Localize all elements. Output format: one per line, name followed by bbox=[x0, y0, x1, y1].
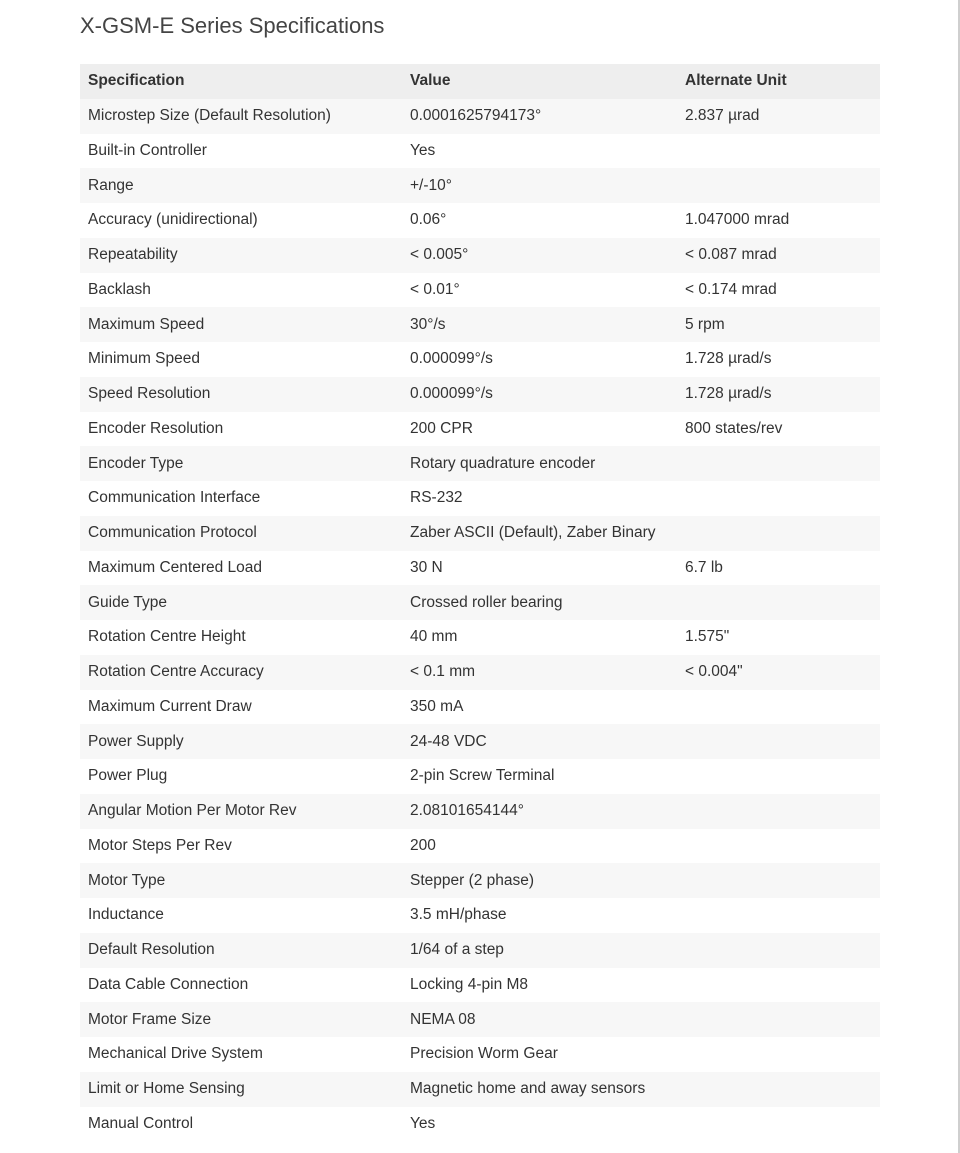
table-row bbox=[80, 968, 880, 1003]
spec-value-cell: NEMA 08 bbox=[402, 1002, 677, 1037]
spec-value-cell: 24-48 VDC bbox=[402, 724, 677, 759]
spec-name-cell: Maximum Speed bbox=[80, 307, 402, 342]
spec-name-cell: Rotation Centre Accuracy bbox=[80, 655, 402, 690]
spec-alternate-unit-cell: 800 states/rev bbox=[677, 412, 880, 447]
table-row bbox=[80, 1037, 880, 1072]
spec-alternate-unit-cell: < 0.174 mrad bbox=[677, 273, 880, 308]
spec-name-cell: Speed Resolution bbox=[80, 377, 402, 412]
table-row bbox=[80, 620, 880, 655]
spec-value-cell: +/-10° bbox=[402, 168, 677, 203]
table-header-row bbox=[80, 64, 880, 99]
spec-value-cell: Yes bbox=[402, 134, 677, 169]
spec-name-cell: Guide Type bbox=[80, 585, 402, 620]
spec-alternate-unit-cell bbox=[677, 794, 880, 829]
spec-alternate-unit-cell bbox=[677, 1072, 880, 1107]
table-row bbox=[80, 238, 880, 273]
spec-value-cell: 200 bbox=[402, 829, 677, 864]
spec-alternate-unit-cell bbox=[677, 863, 880, 898]
spec-alternate-unit-cell: 1.575" bbox=[677, 620, 880, 655]
spec-name-cell: Range bbox=[80, 168, 402, 203]
spec-value-cell: Crossed roller bearing bbox=[402, 585, 677, 620]
specifications-table bbox=[80, 64, 880, 1141]
table-row bbox=[80, 655, 880, 690]
table-row bbox=[80, 724, 880, 759]
table-row bbox=[80, 307, 880, 342]
table-row bbox=[80, 99, 880, 134]
spec-name-cell: Communication Interface bbox=[80, 481, 402, 516]
spec-name-cell: Encoder Type bbox=[80, 446, 402, 481]
spec-alternate-unit-cell bbox=[677, 933, 880, 968]
spec-value-cell: 0.000099°/s bbox=[402, 342, 677, 377]
spec-name-cell: Microstep Size (Default Resolution) bbox=[80, 99, 402, 134]
spec-alternate-unit-cell bbox=[677, 134, 880, 169]
table-row bbox=[80, 446, 880, 481]
spec-value-cell: 2-pin Screw Terminal bbox=[402, 759, 677, 794]
table-row bbox=[80, 794, 880, 829]
table-row bbox=[80, 134, 880, 169]
table-row bbox=[80, 759, 880, 794]
spec-value-cell: 3.5 mH/phase bbox=[402, 898, 677, 933]
spec-alternate-unit-cell bbox=[677, 481, 880, 516]
column-header-value: Value bbox=[402, 64, 677, 99]
table-row bbox=[80, 585, 880, 620]
table-row bbox=[80, 829, 880, 864]
table-row bbox=[80, 203, 880, 238]
spec-name-cell: Default Resolution bbox=[80, 933, 402, 968]
spec-name-cell: Motor Type bbox=[80, 863, 402, 898]
spec-value-cell: < 0.1 mm bbox=[402, 655, 677, 690]
column-header-alternate-unit: Alternate Unit bbox=[677, 64, 880, 99]
spec-value-cell: RS-232 bbox=[402, 481, 677, 516]
spec-alternate-unit-cell bbox=[677, 1037, 880, 1072]
table-row bbox=[80, 342, 880, 377]
spec-name-cell: Communication Protocol bbox=[80, 516, 402, 551]
table-row bbox=[80, 551, 880, 586]
table-row bbox=[80, 898, 880, 933]
spec-value-cell: < 0.01° bbox=[402, 273, 677, 308]
spec-name-cell: Data Cable Connection bbox=[80, 968, 402, 1003]
spec-alternate-unit-cell: < 0.004" bbox=[677, 655, 880, 690]
spec-name-cell: Rotation Centre Height bbox=[80, 620, 402, 655]
spec-alternate-unit-cell bbox=[677, 898, 880, 933]
spec-alternate-unit-cell bbox=[677, 724, 880, 759]
table-row bbox=[80, 168, 880, 203]
spec-name-cell: Backlash bbox=[80, 273, 402, 308]
column-header-specification: Specification bbox=[80, 64, 402, 99]
spec-value-cell: 2.08101654144° bbox=[402, 794, 677, 829]
spec-name-cell: Repeatability bbox=[80, 238, 402, 273]
spec-value-cell: Zaber ASCII (Default), Zaber Binary bbox=[402, 516, 677, 551]
spec-alternate-unit-cell bbox=[677, 968, 880, 1003]
spec-value-cell: 350 mA bbox=[402, 690, 677, 725]
table-body bbox=[80, 99, 880, 1142]
table-row bbox=[80, 481, 880, 516]
spec-name-cell: Accuracy (unidirectional) bbox=[80, 203, 402, 238]
spec-name-cell: Inductance bbox=[80, 898, 402, 933]
spec-alternate-unit-cell: 1.728 µrad/s bbox=[677, 342, 880, 377]
spec-value-cell: Precision Worm Gear bbox=[402, 1037, 677, 1072]
spec-alternate-unit-cell bbox=[677, 446, 880, 481]
spec-value-cell: 30°/s bbox=[402, 307, 677, 342]
spec-name-cell: Mechanical Drive System bbox=[80, 1037, 402, 1072]
spec-alternate-unit-cell: 5 rpm bbox=[677, 307, 880, 342]
spec-alternate-unit-cell bbox=[677, 1107, 880, 1142]
spec-value-cell: 40 mm bbox=[402, 620, 677, 655]
spec-value-cell: 0.06° bbox=[402, 203, 677, 238]
spec-name-cell: Manual Control bbox=[80, 1107, 402, 1142]
spec-name-cell: Motor Frame Size bbox=[80, 1002, 402, 1037]
spec-alternate-unit-cell bbox=[677, 516, 880, 551]
spec-name-cell: Power Plug bbox=[80, 759, 402, 794]
spec-alternate-unit-cell bbox=[677, 1002, 880, 1037]
spec-value-cell: 1/64 of a step bbox=[402, 933, 677, 968]
spec-name-cell: Encoder Resolution bbox=[80, 412, 402, 447]
spec-alternate-unit-cell: < 0.087 mrad bbox=[677, 238, 880, 273]
spec-value-cell: 200 CPR bbox=[402, 412, 677, 447]
spec-alternate-unit-cell: 1.047000 mrad bbox=[677, 203, 880, 238]
spec-alternate-unit-cell bbox=[677, 168, 880, 203]
spec-name-cell: Maximum Current Draw bbox=[80, 690, 402, 725]
spec-name-cell: Limit or Home Sensing bbox=[80, 1072, 402, 1107]
spec-value-cell: Rotary quadrature encoder bbox=[402, 446, 677, 481]
spec-name-cell: Motor Steps Per Rev bbox=[80, 829, 402, 864]
spec-alternate-unit-cell: 1.728 µrad/s bbox=[677, 377, 880, 412]
spec-name-cell: Power Supply bbox=[80, 724, 402, 759]
spec-name-cell: Maximum Centered Load bbox=[80, 551, 402, 586]
page-title: X-GSM-E Series Specifications bbox=[80, 13, 385, 38]
spec-value-cell: Stepper (2 phase) bbox=[402, 863, 677, 898]
spec-value-cell: 0.000099°/s bbox=[402, 377, 677, 412]
spec-value-cell: 30 N bbox=[402, 551, 677, 586]
spec-value-cell: < 0.005° bbox=[402, 238, 677, 273]
table-row bbox=[80, 516, 880, 551]
spec-alternate-unit-cell: 6.7 lb bbox=[677, 551, 880, 586]
spec-name-cell: Minimum Speed bbox=[80, 342, 402, 377]
table-row bbox=[80, 863, 880, 898]
spec-alternate-unit-cell bbox=[677, 829, 880, 864]
spec-value-cell: Yes bbox=[402, 1107, 677, 1142]
spec-name-cell: Angular Motion Per Motor Rev bbox=[80, 794, 402, 829]
spec-alternate-unit-cell bbox=[677, 759, 880, 794]
table-row bbox=[80, 412, 880, 447]
spec-name-cell: Built-in Controller bbox=[80, 134, 402, 169]
spec-value-cell: Magnetic home and away sensors bbox=[402, 1072, 677, 1107]
table-row bbox=[80, 933, 880, 968]
table-row bbox=[80, 273, 880, 308]
spec-alternate-unit-cell bbox=[677, 585, 880, 620]
table-row bbox=[80, 690, 880, 725]
table-row bbox=[80, 1002, 880, 1037]
spec-alternate-unit-cell: 2.837 µrad bbox=[677, 99, 880, 134]
table-row bbox=[80, 377, 880, 412]
table-row bbox=[80, 1107, 880, 1142]
spec-alternate-unit-cell bbox=[677, 690, 880, 725]
spec-value-cell: Locking 4-pin M8 bbox=[402, 968, 677, 1003]
spec-value-cell: 0.0001625794173° bbox=[402, 99, 677, 134]
table-row bbox=[80, 1072, 880, 1107]
